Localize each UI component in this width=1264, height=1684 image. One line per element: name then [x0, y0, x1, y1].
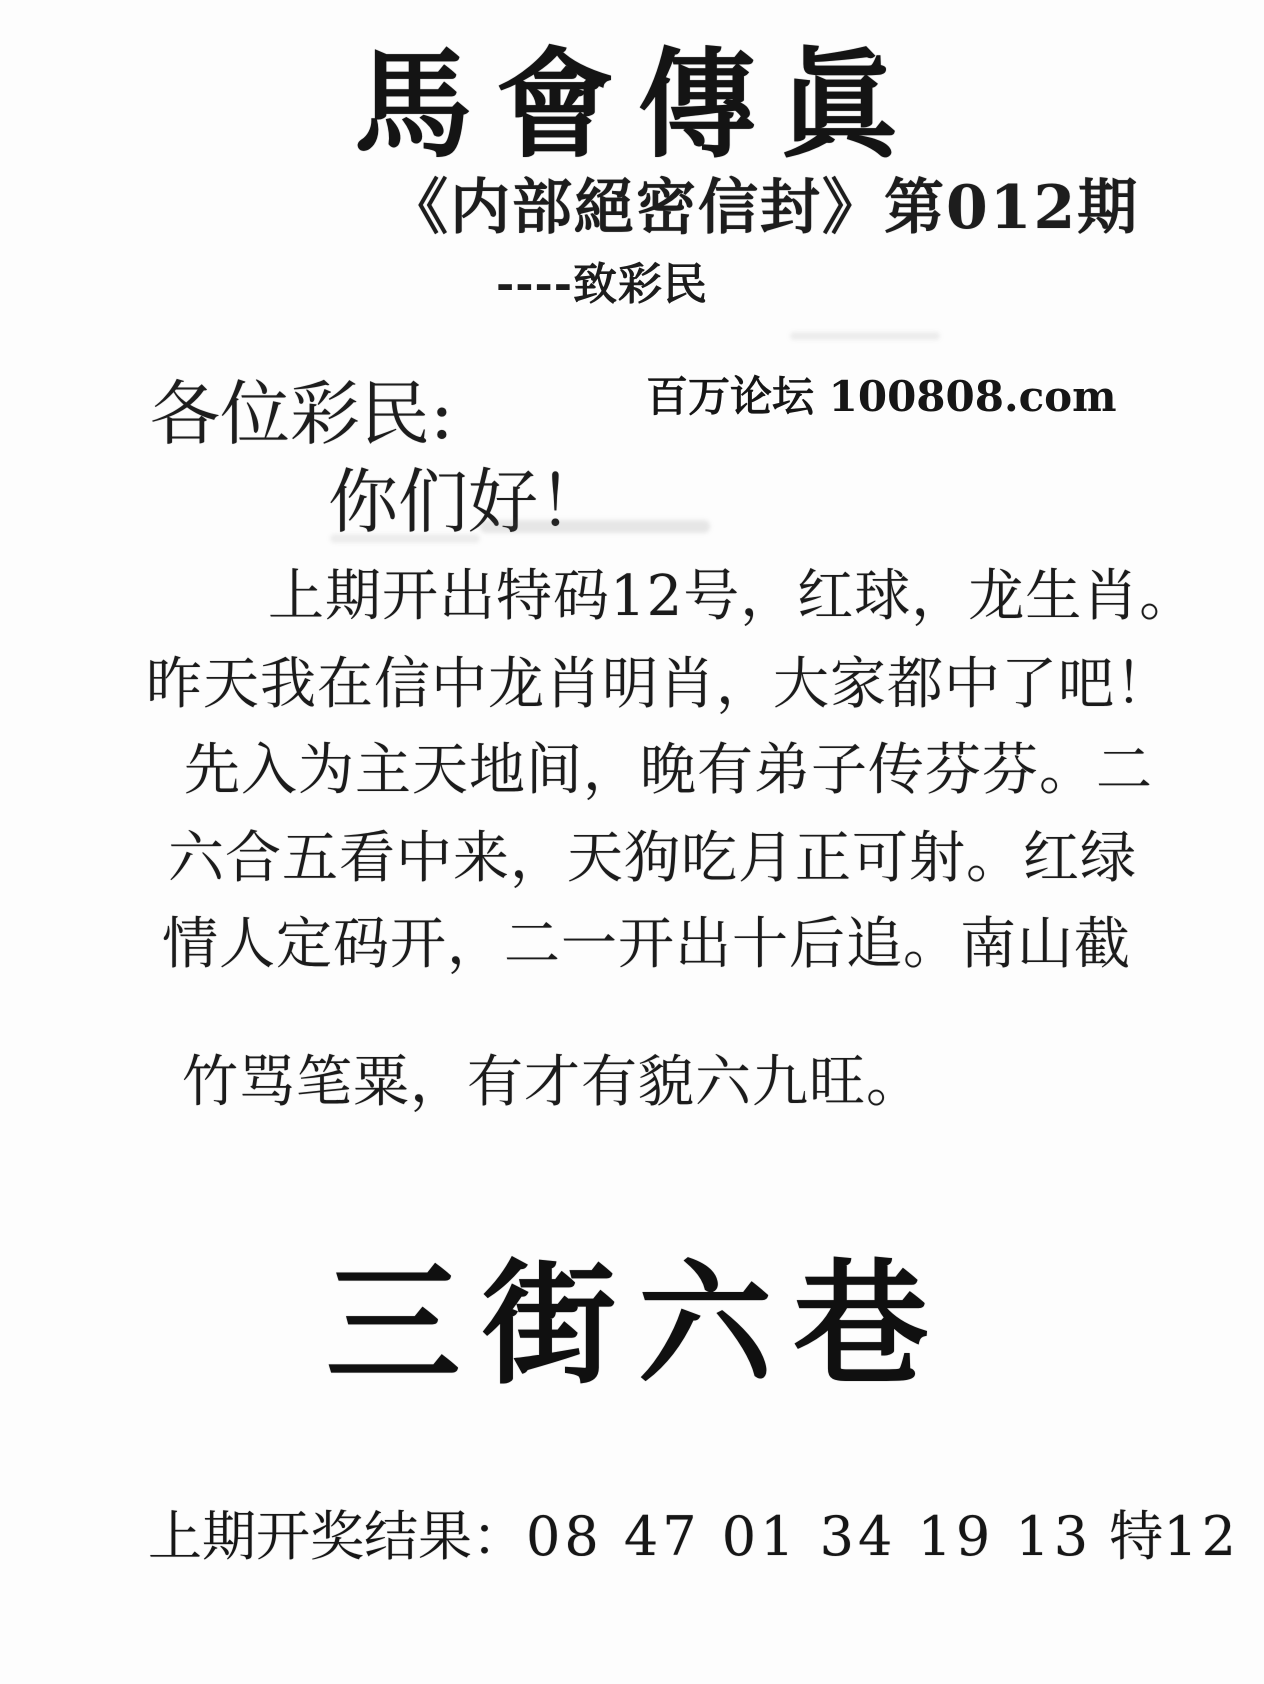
body-line: 情人定码开，二一开出十后追。南山截 [162, 912, 1131, 977]
previous-results-line [148, 1494, 1240, 1571]
greeting: 你们好！ [328, 461, 608, 543]
body-line: 先入为主天地间，晚有弟子传芬芬。二 [184, 738, 1153, 803]
body-line: 昨天我在信中龙肖明肖，大家都中了吧！ [146, 652, 1172, 717]
main-prediction-text: 三街六巷 [326, 1245, 951, 1403]
special-number-value: 12 [1163, 1505, 1240, 1568]
scan-smudge-mark [330, 534, 480, 543]
addressee-line: ----致彩民 [496, 259, 709, 310]
special-number-label: 特 [1109, 1505, 1164, 1568]
body-line: 六合五看中来，天狗吃月正可射。红绿 [168, 826, 1137, 891]
salutation: 各位彩民: [150, 373, 454, 455]
body-line: 上期开出特码12号，红球，龙生肖。 [268, 564, 1197, 629]
issue-subtitle: 《内部絕密信封》第012期 [388, 173, 1140, 243]
previous-results-label: 上期开奖结果： [148, 1505, 526, 1568]
watermark-site-text: 百万论坛 100808.com [646, 372, 1117, 421]
body-line: 竹骂笔粟，有才有貌六九旺。 [182, 1050, 923, 1115]
page-title: 馬會傳眞 [354, 35, 923, 174]
scan-smudge-mark [790, 332, 940, 340]
scan-smudge-mark [480, 520, 710, 533]
previous-results-numbers: 08 47 01 34 19 13 [526, 1505, 1093, 1568]
